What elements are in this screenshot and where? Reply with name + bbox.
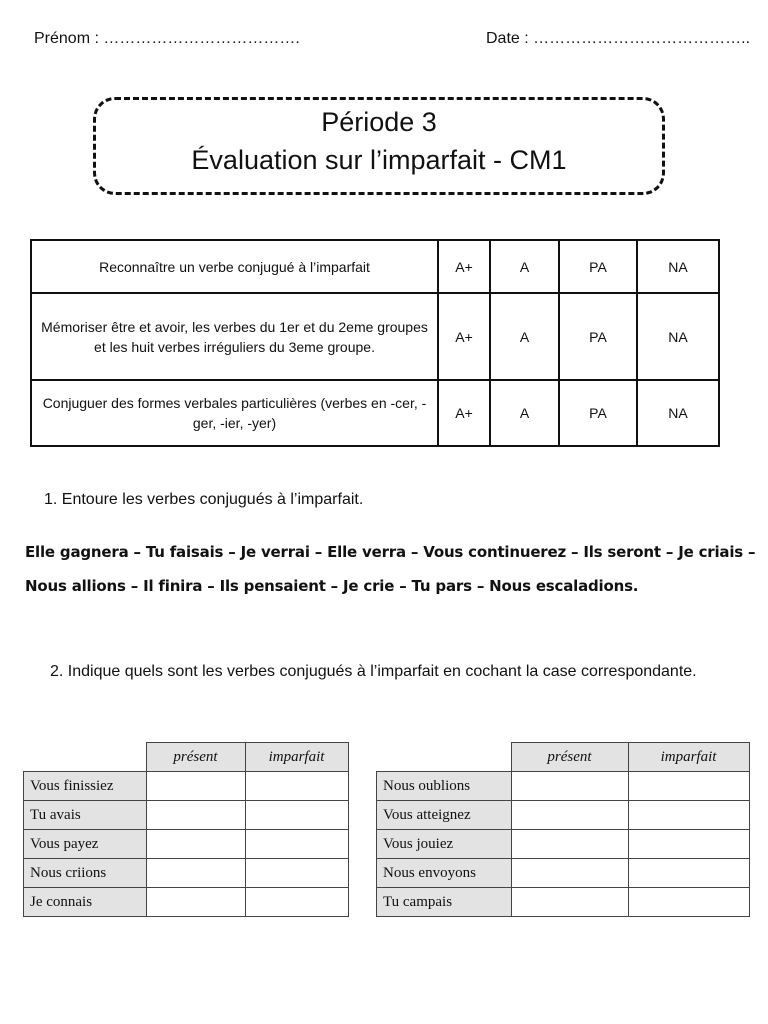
present-checkbox-cell[interactable] bbox=[511, 859, 628, 888]
table-row bbox=[24, 772, 349, 801]
present-checkbox-cell[interactable] bbox=[146, 888, 245, 917]
header-imparfait: imparfait bbox=[628, 743, 749, 772]
table-row bbox=[377, 859, 750, 888]
present-checkbox-cell[interactable] bbox=[511, 830, 628, 859]
imparfait-checkbox-cell[interactable] bbox=[245, 772, 348, 801]
header-imparfait: imparfait bbox=[245, 743, 348, 772]
level-cell: A bbox=[490, 240, 559, 293]
verb-cell: Nous envoyons bbox=[377, 859, 512, 888]
imparfait-checkbox-cell[interactable] bbox=[245, 859, 348, 888]
present-checkbox-cell[interactable] bbox=[511, 772, 628, 801]
conjugation-table-right bbox=[376, 742, 750, 917]
verbs-list-line-2: Nous allions – Il finira – Ils pensaient – Je crie – Tu pars – Nous escaladions. bbox=[25, 577, 639, 595]
table-row bbox=[377, 772, 750, 801]
question-2-label: 2. Indique quels sont les verbes conjugués à l’imparfait en cochant la case correspondante. bbox=[50, 663, 697, 680]
imparfait-checkbox-cell[interactable] bbox=[628, 830, 749, 859]
evaluation-title: Évaluation sur l’imparfait - CM1 bbox=[191, 145, 567, 175]
header-present: présent bbox=[511, 743, 628, 772]
level-cell: A bbox=[490, 380, 559, 446]
present-checkbox-cell[interactable] bbox=[146, 859, 245, 888]
imparfait-checkbox-cell[interactable] bbox=[245, 888, 348, 917]
skill-cell: Mémoriser être et avoir, les verbes du 1er et du 2eme groupes et les huit verbes irréguliers du 3eme groupe. bbox=[31, 293, 438, 380]
table-row bbox=[31, 380, 719, 446]
table-header-row bbox=[377, 743, 750, 772]
level-cell: PA bbox=[559, 380, 637, 446]
imparfait-checkbox-cell[interactable] bbox=[245, 801, 348, 830]
level-cell: NA bbox=[637, 293, 719, 380]
date-field: Date : ………………………………….. bbox=[486, 30, 751, 47]
present-checkbox-cell[interactable] bbox=[146, 830, 245, 859]
imparfait-checkbox-cell[interactable] bbox=[628, 859, 749, 888]
verb-cell: Vous atteignez bbox=[377, 801, 512, 830]
imparfait-checkbox-cell[interactable] bbox=[628, 888, 749, 917]
level-cell: NA bbox=[637, 240, 719, 293]
verb-cell: Tu avais bbox=[24, 801, 147, 830]
present-checkbox-cell[interactable] bbox=[511, 888, 628, 917]
table-row bbox=[24, 888, 349, 917]
table-row bbox=[24, 859, 349, 888]
imparfait-checkbox-cell[interactable] bbox=[628, 801, 749, 830]
verbs-list-line-1: Elle gagnera – Tu faisais – Je verrai – Elle verra – Vous continuerez – Ils seront – Je criais – bbox=[25, 543, 756, 561]
level-cell: NA bbox=[637, 380, 719, 446]
verb-cell: Je connais bbox=[24, 888, 147, 917]
level-cell: A+ bbox=[438, 380, 490, 446]
verb-cell: Vous finissiez bbox=[24, 772, 147, 801]
imparfait-checkbox-cell[interactable] bbox=[245, 830, 348, 859]
blank-header bbox=[377, 743, 512, 772]
title-box bbox=[93, 97, 665, 195]
verb-cell: Tu campais bbox=[377, 888, 512, 917]
present-checkbox-cell[interactable] bbox=[146, 772, 245, 801]
level-cell: A+ bbox=[438, 240, 490, 293]
table-row bbox=[377, 888, 750, 917]
imparfait-checkbox-cell[interactable] bbox=[628, 772, 749, 801]
skill-cell: Conjuguer des formes verbales particulières (verbes en -cer, -ger, -ier, -yer) bbox=[31, 380, 438, 446]
skill-cell: Reconnaître un verbe conjugué à l’imparfait bbox=[31, 240, 438, 293]
table-row bbox=[31, 240, 719, 293]
level-cell: A+ bbox=[438, 293, 490, 380]
table-row bbox=[24, 801, 349, 830]
level-cell: PA bbox=[559, 240, 637, 293]
header-present: présent bbox=[146, 743, 245, 772]
verb-cell: Nous criions bbox=[24, 859, 147, 888]
level-cell: A bbox=[490, 293, 559, 380]
present-checkbox-cell[interactable] bbox=[511, 801, 628, 830]
skills-evaluation-table bbox=[30, 239, 720, 447]
table-header-row bbox=[24, 743, 349, 772]
present-checkbox-cell[interactable] bbox=[146, 801, 245, 830]
verb-cell: Vous payez bbox=[24, 830, 147, 859]
table-row bbox=[377, 830, 750, 859]
first-name-field: Prénom : ………………………………. bbox=[34, 30, 300, 47]
verb-cell: Nous oublions bbox=[377, 772, 512, 801]
level-cell: PA bbox=[559, 293, 637, 380]
table-row bbox=[377, 801, 750, 830]
table-row bbox=[24, 830, 349, 859]
blank-header bbox=[24, 743, 147, 772]
table-row bbox=[31, 293, 719, 380]
verb-cell: Vous jouiez bbox=[377, 830, 512, 859]
conjugation-table-left bbox=[23, 742, 349, 917]
question-1-label: 1. Entoure les verbes conjugués à l’imparfait. bbox=[44, 491, 364, 508]
period-title: Période 3 bbox=[321, 107, 437, 137]
